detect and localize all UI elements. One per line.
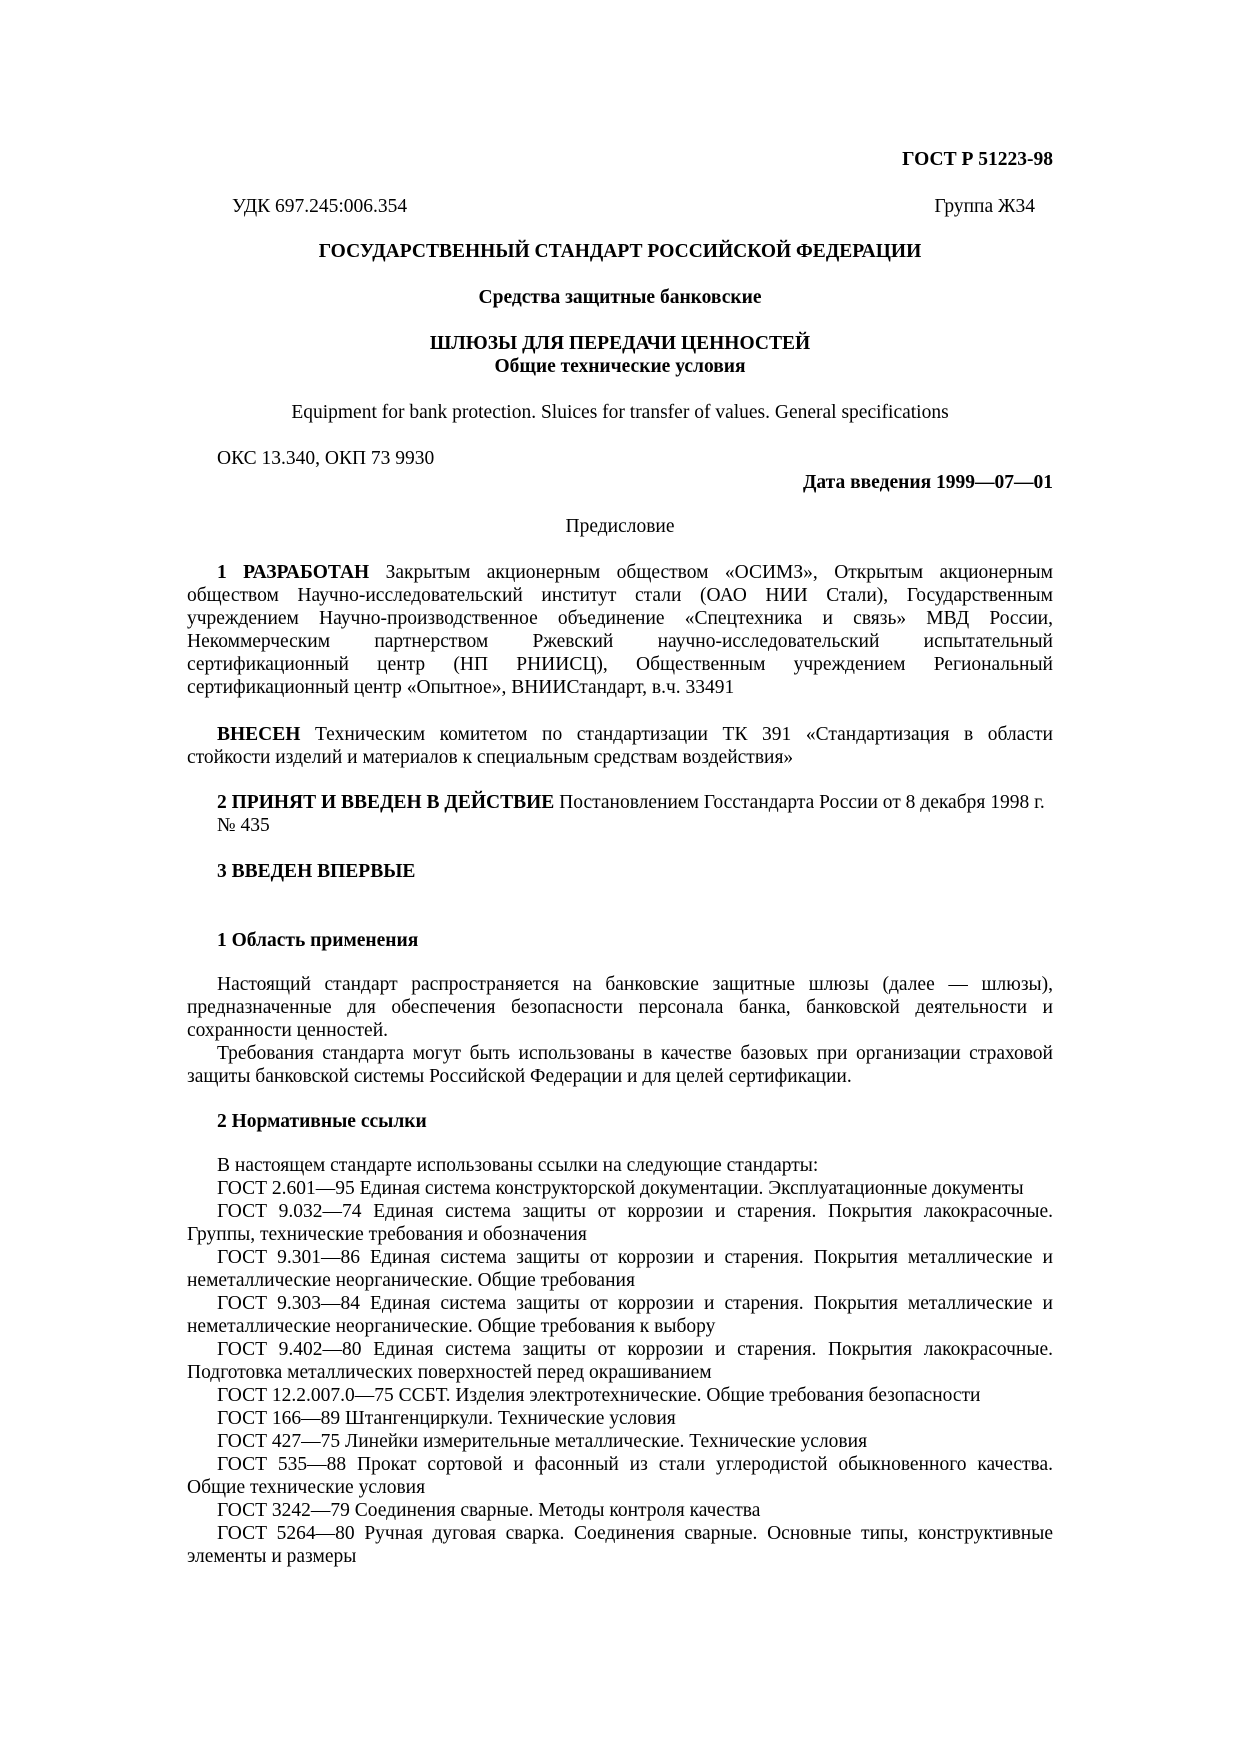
document-number: ГОСТ Р 51223-98: [902, 149, 1053, 170]
lead: 1 РАЗРАБОТАН: [217, 562, 370, 583]
document-subtitle: Общие технические условия: [494, 356, 746, 377]
subject: Средства защитные банковские: [478, 287, 762, 308]
lead: 2 ПРИНЯТ И ВВЕДЕН В ДЕЙСТВИЕ: [217, 792, 555, 813]
foreword-item-first-introduced: 3 ВВЕДЕН ВПЕРВЫЕ: [217, 861, 416, 882]
section-2-heading: 2 Нормативные ссылки: [217, 1111, 427, 1132]
reference-item: ГОСТ 12.2.007.0—75 ССБТ. Изделия электротехнические. Общие требования безопасности: [217, 1385, 981, 1406]
section-1-heading: 1 Область применения: [217, 930, 419, 951]
standard-title: ГОСУДАРСТВЕННЫЙ СТАНДАРТ РОССИЙСКОЙ ФЕДЕРАЦИИ: [318, 241, 922, 262]
paragraph: Требования стандарта могут быть использованы в качестве базовых при организации страховой защиты банковской системы Российской Федерации и для целей сертификации.: [187, 1043, 1053, 1087]
reference-item: ГОСТ 427—75 Линейки измерительные металлические. Технические условия: [217, 1431, 868, 1452]
reference-item: ГОСТ 535—88 Прокат сортовой и фасонный из стали углеродистой обыкновенного качества. Общие технические условия: [187, 1454, 1053, 1498]
reference-item: ГОСТ 9.301—86 Единая система защиты от коррозии и старения. Покрытия металлические и неметаллические неорганические. Общие требования: [187, 1247, 1053, 1291]
foreword-item-developed: [187, 561, 1053, 699]
text: Постановлением Госстандарта России от 8 декабря 1998 г. № 435: [217, 792, 1045, 836]
reference-item: ГОСТ 3242—79 Соединения сварные. Методы контроля качества: [217, 1500, 761, 1521]
group-code: Группа Ж34: [934, 196, 1035, 217]
paragraph: Настоящий стандарт распространяется на банковские защитные шлюзы (далее — шлюзы), предназначенные для обеспечения безопасности персонала банка, банковской деятельности и сохранности ценностей.: [187, 974, 1053, 1041]
text: Закрытым акционерным обществом «ОСИМЗ», Открытым акционерным обществом Научно-исследовательский институт стали (ОАО НИИ Стали), Государственным учреждением Научно-производственное объединение «Спецтехника и связь» МВД России, Некоммерческим партнерством Ржевский научно-исследовательский испытательный сертификационный центр (НП РНИИСЦ), Общественным учреждением Региональный сертификационный центр «Опытное», ВНИИСтандарт, в.ч. 33491: [187, 562, 1053, 698]
reference-item: ГОСТ 9.303—84 Единая система защиты от коррозии и старения. Покрытия металлические и неметаллические неорганические. Общие требования к выбору: [187, 1293, 1053, 1337]
classification-codes: ОКС 13.340, ОКП 73 9930: [217, 448, 435, 469]
references-intro: В настоящем стандарте использованы ссылки на следующие стандарты:: [217, 1155, 819, 1176]
reference-item: ГОСТ 166—89 Штангенциркули. Технические условия: [217, 1408, 676, 1429]
document-title: ШЛЮЗЫ ДЛЯ ПЕРЕДАЧИ ЦЕННОСТЕЙ: [429, 333, 811, 354]
introduction-date: Дата введения 1999—07—01: [803, 472, 1053, 493]
text: Техническим комитетом по стандартизации ТК 391 «Стандартизация в области стойкости изделий и материалов к специальным средствам воздействия»: [187, 724, 1053, 768]
foreword-heading: Предисловие: [565, 516, 675, 537]
english-title: Equipment for bank protection. Sluices for transfer of values. General specifications: [291, 402, 949, 423]
reference-item: ГОСТ 2.601—95 Единая система конструкторской документации. Эксплуатационные документы: [217, 1178, 1024, 1199]
references-list: [187, 1154, 1053, 1568]
foreword-item-adopted: [217, 791, 1053, 837]
section-1-body: [187, 973, 1053, 1088]
reference-item: ГОСТ 5264—80 Ручная дуговая сварка. Соединения сварные. Основные типы, конструктивные элементы и размеры: [187, 1523, 1053, 1567]
udk-code: УДК 697.245:006.354: [232, 196, 408, 217]
foreword-item-submitted: [187, 723, 1053, 769]
reference-item: ГОСТ 9.402—80 Единая система защиты от коррозии и старения. Покрытия лакокрасочные. Подготовка металлических поверхностей перед окрашиванием: [187, 1339, 1053, 1383]
reference-item: ГОСТ 9.032—74 Единая система защиты от коррозии и старения. Покрытия лакокрасочные. Группы, технические требования и обозначения: [187, 1201, 1053, 1245]
lead: ВНЕСЕН: [217, 724, 301, 745]
